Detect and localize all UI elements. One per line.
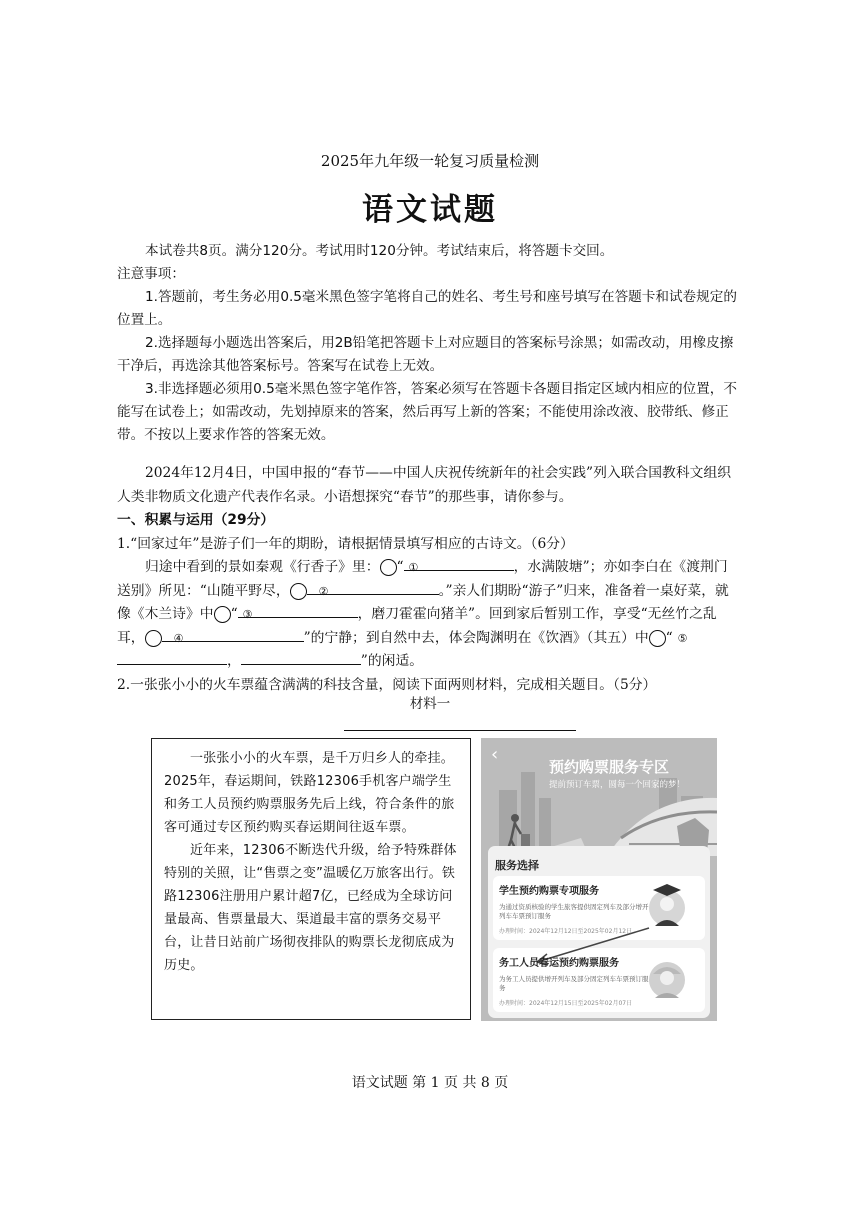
answer-blank-5a[interactable] — [117, 650, 227, 665]
service-title: 学生预约购票专项服务 — [499, 886, 599, 897]
answer-blank-1[interactable] — [404, 556, 514, 571]
answer-blank-2[interactable] — [307, 580, 439, 595]
instructions-intro: 本试卷共8页。满分120分。考试用时120分钟。考试结束后，将答题卡交回。 — [145, 243, 614, 259]
material-paragraph: 近年来，12306不断迭代升级，给予特殊群体特别的关照，让“售票之变”温暖亿万旅客出行。铁路12306注册用户累计超7亿，已经成为全球访问量最高、售票量最大、渠道最丰富的票务交易平台，让昔日站前广场彻夜排队的购票长龙彻底成为历史。 — [164, 843, 457, 973]
section-heading: 一、积累与运用（29分） — [117, 512, 275, 528]
page-footer: 语文试题 第 1 页 共 8 页 — [351, 1075, 509, 1091]
intro-paragraph: 2024年12月4日，中国申报的“春节——中国人庆祝传统新年的社会实践”列入联合国教科文组织人类非物质文化遗产代表作名录。小语想探究“春节”的那些事，请你参与。 — [117, 465, 732, 505]
material-text-box — [151, 738, 471, 1020]
instruction-item: 1.答题前，考生务必用0.5毫米黑色签字笔将自己的姓名、考生号和座号填写在答题卡和试卷规定的位置上。 — [117, 289, 737, 328]
q1-content: 归途中看到的景如秦观《行香子》里： ①“ ，水满陂塘”；亦如李白在《渡荆门送别》所见：“山随平野尽， ② 。”亲人们期盼“游子”归来，准备着一桌好菜，就像《木兰诗》中 ③“ ，磨刀霍霍向猪羊”。回到家后暂别工作，享受“无丝竹之乱耳， ④ ”的宁静；到自然中去，体会陶渊明在《饮酒》（其五）中 ⑤“， ”的闲适。 — [117, 556, 737, 674]
material-paragraph: 一张张小小的火车票，是千万归乡人的牵挂。2025年，春运期间，铁路12306手机客户端学生和务工人员预约购票服务先后上线，符合条件的旅客可通过专区预约购买春运期间往返车票。 — [164, 751, 455, 835]
service-desc: 为务工人员提供增开列车及部分固定列车车票预订服务 — [499, 975, 649, 992]
instruction-item: 3.非选择题必须用0.5毫米黑色签字笔作答，答案必须写在答题卡各题目指定区域内相应的位置，不能写在试卷上；如需改动，先划掉原来的答案，然后再写上新的答案；不能使用涂改液、胶带纸、修正带。不按以上要求作答的答案无效。 — [117, 381, 737, 443]
back-icon[interactable]: ‹ — [491, 744, 499, 765]
banner-subtitle: 提前预订车票，圆每一个回家的梦！ — [549, 780, 686, 790]
answer-blank-5b[interactable] — [241, 650, 361, 665]
banner-title: 预约购票服务专区 — [549, 758, 670, 776]
blank-number: ⑤ — [649, 630, 666, 647]
instructions-block — [117, 240, 737, 447]
service-time: 办理时间：2024年12月15日至2025年02月07日 — [499, 1000, 633, 1007]
blank-number: ② — [290, 583, 307, 600]
blank-number: ① — [380, 559, 397, 576]
service-time: 办理时间：2024年12月12日至2025年02月12日 — [499, 928, 633, 935]
service-title: 务工人员春运预约购票服务 — [499, 958, 619, 969]
material-underline — [344, 730, 576, 731]
material-label: 材料一 — [409, 696, 451, 712]
exam-title: 语文试题 — [362, 192, 498, 228]
service-section-title: 服务选择 — [495, 859, 539, 872]
service-desc: 为通过资质核验的学生旅客提供固定列车及部分增开列车车票预订服务 — [499, 903, 649, 920]
blank-number: ④ — [145, 630, 162, 647]
q1-stem: 1.“回家过年”是游子们一年的期盼，请根据情景填写相应的古诗文。（6分） — [117, 535, 574, 552]
service-card-student[interactable] — [499, 882, 649, 935]
blank-number: ③ — [214, 606, 231, 623]
question-body — [117, 462, 737, 697]
exam-subtitle: 2025年九年级一轮复习质量检测 — [320, 152, 540, 170]
instruction-item: 2.选择题每小题选出答案后，用2B铅笔把答题卡上对应题目的答案标号涂黑；如需改动，用橡皮擦干净后，再选涂其他答案标号。答案写在试卷上无效。 — [117, 335, 734, 374]
app-screenshot — [481, 738, 717, 1021]
q2-stem: 2.一张张小小的火车票蕴含满满的科技含量，阅读下面两则材料，完成相关题目。（5分） — [117, 676, 657, 693]
notice-label: 注意事项： — [117, 266, 185, 282]
answer-blank-3[interactable] — [238, 603, 358, 618]
answer-blank-4[interactable] — [162, 627, 304, 642]
service-card-worker[interactable] — [499, 954, 649, 1007]
